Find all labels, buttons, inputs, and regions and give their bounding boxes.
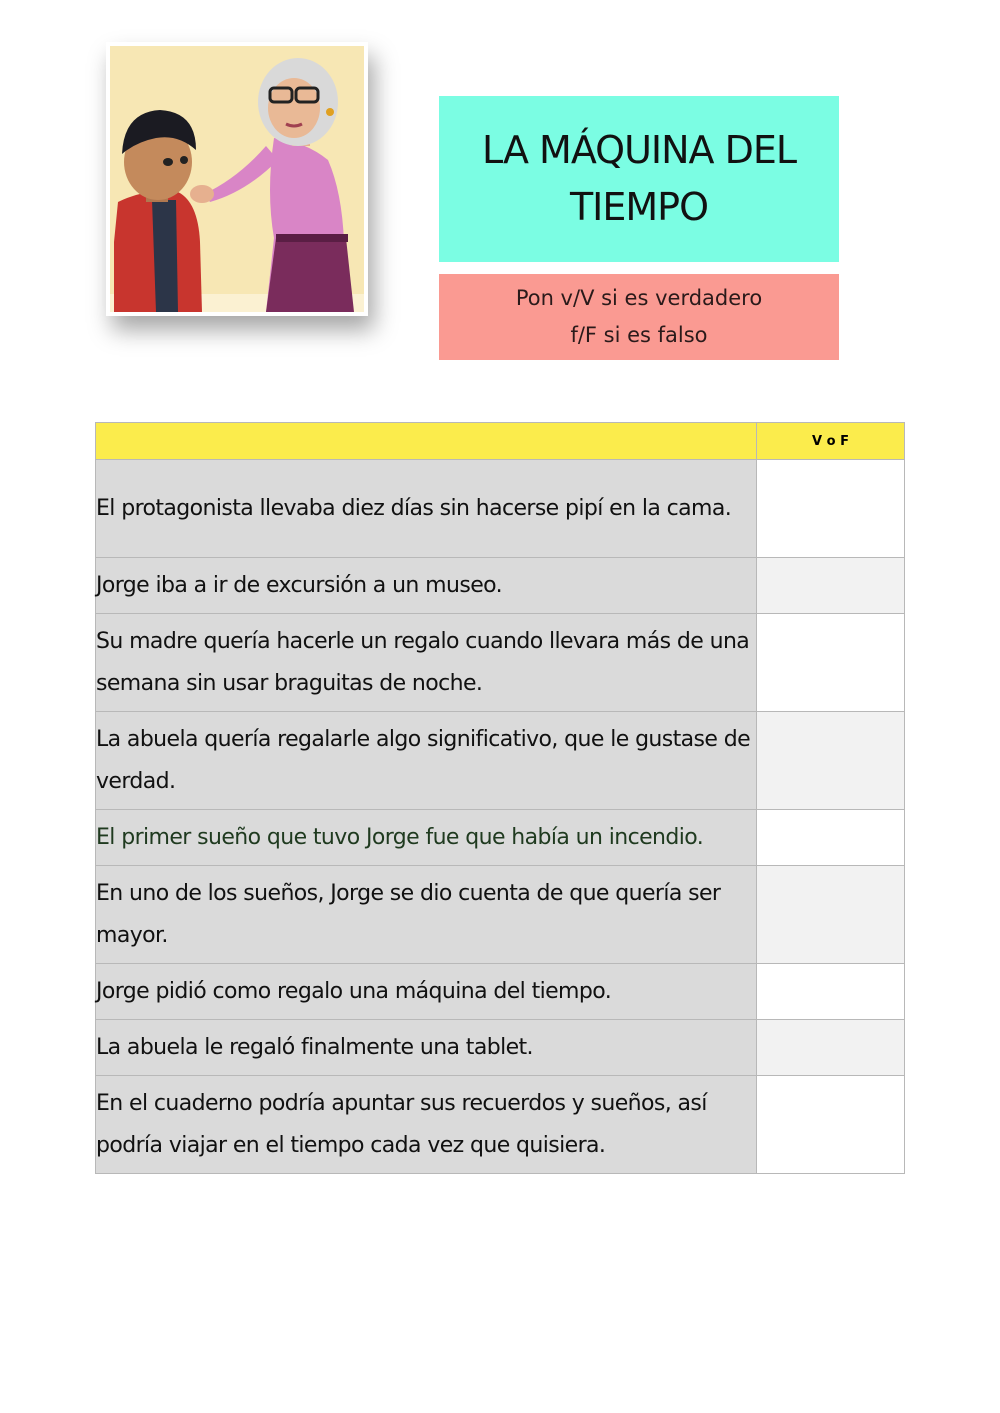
table-row [96,1020,905,1076]
statement-cell: La abuela quería regalarle algo significativo, que le gustase de verdad. [96,712,757,810]
true-false-table [95,422,905,1174]
statement-cell: El primer sueño que tuvo Jorge fue que había un incendio. [96,810,757,866]
answer-cell[interactable] [757,1076,905,1174]
table-row [96,810,905,866]
answer-cell[interactable] [757,614,905,712]
answer-cell[interactable] [757,810,905,866]
answer-cell[interactable] [757,964,905,1020]
answer-column-header: V o F [757,423,905,460]
table-row [96,614,905,712]
statement-cell: Su madre quería hacerle un regalo cuando llevara más de una semana sin usar braguitas de noche. [96,614,757,712]
title-line-2: TIEMPO [569,185,709,229]
answer-cell[interactable] [757,712,905,810]
answer-cell[interactable] [757,1020,905,1076]
answer-cell[interactable] [757,866,905,964]
cartoon-image [106,42,368,316]
table-row [96,964,905,1020]
answer-cell[interactable] [757,558,905,614]
statement-cell: Jorge iba a ir de excursión a un museo. [96,558,757,614]
table-row [96,558,905,614]
statement-column-header [96,423,757,460]
table-row [96,460,905,558]
statement-cell: En el cuaderno podría apuntar sus recuerdos y sueños, así podría viajar en el tiempo cada vez que quisiera. [96,1076,757,1174]
worksheet-title-box [439,96,839,262]
table-row [96,1076,905,1174]
answer-cell[interactable] [757,460,905,558]
instruction-line-1: Pon v/V si es verdadero [515,286,763,310]
statement-cell: El protagonista llevaba diez días sin hacerse pipí en la cama. [96,460,757,558]
instructions-box [439,274,839,360]
title-line-1: LA MÁQUINA DEL [481,128,797,172]
statement-cell: La abuela le regaló finalmente una tablet. [96,1020,757,1076]
illustration-grandmother-and-boy [106,42,368,316]
worksheet-title [482,122,796,236]
table-row [96,712,905,810]
statement-cell: En uno de los sueños, Jorge se dio cuenta de que quería ser mayor. [96,866,757,964]
statement-cell: Jorge pidió como regalo una máquina del tiempo. [96,964,757,1020]
instruction-line-2: f/F si es falso [570,323,708,347]
table-header-row [96,423,905,460]
table-row [96,866,905,964]
